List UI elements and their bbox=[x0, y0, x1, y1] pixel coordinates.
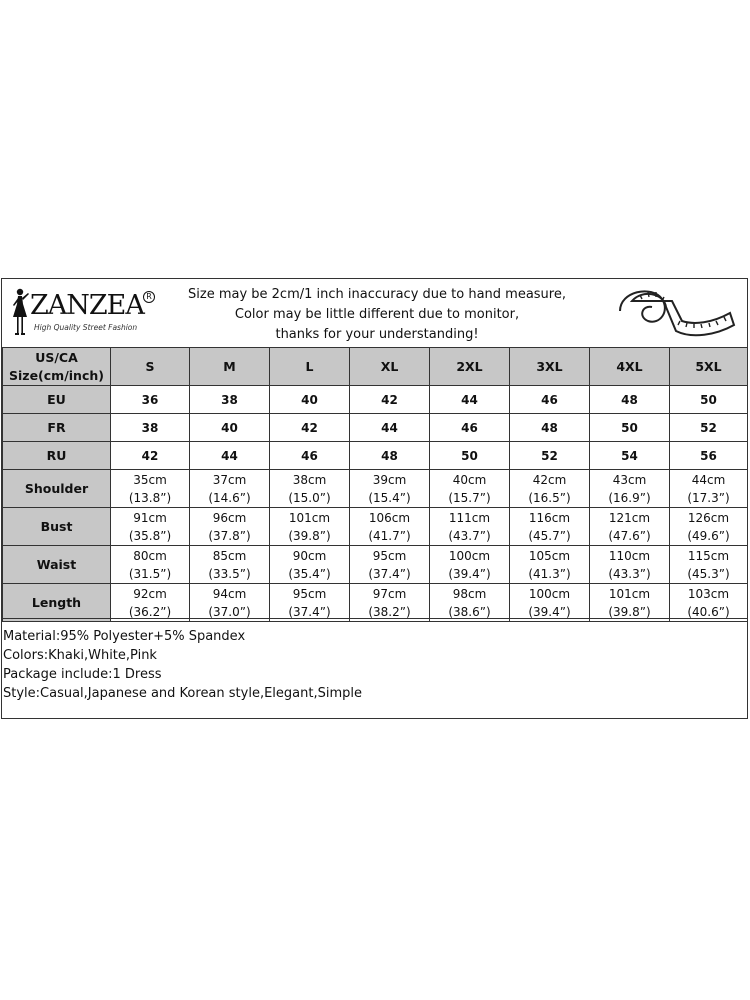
colors-text: Colors:Khaki,White,Pink bbox=[3, 648, 157, 663]
table-cell: 50 bbox=[590, 414, 670, 442]
cm-value: 92cm bbox=[133, 586, 167, 601]
inch-value: (15.4”) bbox=[368, 490, 411, 505]
inch-value: (35.8”) bbox=[128, 528, 172, 543]
cm-value: 116cm bbox=[528, 510, 571, 525]
inch-value: (31.5”) bbox=[128, 566, 172, 581]
table-header-row bbox=[3, 348, 748, 386]
brand-tagline: High Quality Street Fashion bbox=[34, 323, 138, 332]
cm-value: 115cm bbox=[687, 548, 730, 563]
row-label: EU bbox=[3, 386, 111, 414]
table-row bbox=[3, 386, 748, 414]
inch-value: (38.6”) bbox=[448, 604, 491, 619]
table-cell: 50 bbox=[430, 442, 510, 470]
cm-value: 100cm bbox=[448, 548, 491, 563]
inch-value: (45.7”) bbox=[528, 528, 571, 543]
table-cell: 54 bbox=[590, 442, 670, 470]
cm-value: 90cm bbox=[292, 548, 327, 563]
table-cell bbox=[430, 546, 510, 584]
inch-value: (38.2”) bbox=[368, 604, 411, 619]
table-cell bbox=[111, 584, 190, 622]
table-cell bbox=[350, 508, 430, 546]
row-label: Shoulder bbox=[3, 470, 111, 508]
inch-value: (16.9”) bbox=[608, 490, 651, 505]
table-cell bbox=[590, 508, 670, 546]
package-text: Package include:1 Dress bbox=[3, 667, 162, 682]
notice-line: Size may be 2cm/1 inch inaccuracy due to hand measure, bbox=[188, 287, 566, 302]
table-cell bbox=[190, 584, 270, 622]
table-cell: 40 bbox=[270, 386, 350, 414]
cm-value: 126cm bbox=[687, 510, 730, 525]
size-header-cell: L bbox=[270, 348, 350, 386]
cm-value: 121cm bbox=[608, 510, 651, 525]
registered-mark: R bbox=[143, 291, 155, 303]
cm-value: 42cm bbox=[532, 472, 567, 487]
inch-value: (37.4”) bbox=[368, 566, 411, 581]
inch-value: (41.3”) bbox=[528, 566, 571, 581]
notice-line: Color may be little different due to monitor, bbox=[234, 307, 520, 322]
table-cell bbox=[270, 508, 350, 546]
inch-value: (39.8”) bbox=[288, 528, 331, 543]
size-header-cell: 4XL bbox=[590, 348, 670, 386]
table-cell bbox=[670, 584, 748, 622]
table-row bbox=[3, 414, 748, 442]
inch-value: (37.4”) bbox=[288, 604, 331, 619]
cm-value: 106cm bbox=[368, 510, 411, 525]
table-cell bbox=[111, 546, 190, 584]
cm-value: 101cm bbox=[608, 586, 651, 601]
table-row bbox=[3, 508, 748, 546]
table-cell: 48 bbox=[350, 442, 430, 470]
table-cell: 46 bbox=[510, 386, 590, 414]
measure-notice bbox=[152, 285, 602, 345]
table-cell bbox=[590, 470, 670, 508]
table-cell: 48 bbox=[590, 386, 670, 414]
divider bbox=[2, 618, 747, 619]
table-cell bbox=[190, 546, 270, 584]
size-header-cell: XL bbox=[350, 348, 430, 386]
size-header-cell: 5XL bbox=[670, 348, 748, 386]
inch-value: (39.4”) bbox=[528, 604, 571, 619]
material-text: Material:95% Polyester+5% Spandex bbox=[3, 629, 246, 644]
table-cell bbox=[270, 546, 350, 584]
table-cell: 46 bbox=[430, 414, 510, 442]
table-cell bbox=[350, 584, 430, 622]
table-row bbox=[3, 546, 748, 584]
cm-value: 40cm bbox=[452, 472, 487, 487]
cm-value: 103cm bbox=[687, 586, 730, 601]
table-cell bbox=[590, 584, 670, 622]
cm-value: 91cm bbox=[133, 510, 167, 525]
size-label-header bbox=[3, 348, 111, 386]
size-table bbox=[2, 347, 748, 622]
table-cell bbox=[670, 508, 748, 546]
table-cell bbox=[510, 508, 590, 546]
inch-value: (39.4”) bbox=[448, 566, 491, 581]
inch-value: (37.8”) bbox=[208, 528, 251, 543]
inch-value: (36.2”) bbox=[128, 604, 172, 619]
table-cell: 44 bbox=[430, 386, 510, 414]
inch-value: (47.6”) bbox=[608, 528, 651, 543]
inch-value: (14.6”) bbox=[208, 490, 251, 505]
inch-value: (16.5”) bbox=[528, 490, 571, 505]
table-row bbox=[3, 584, 748, 622]
size-header-cell: 2XL bbox=[430, 348, 510, 386]
cm-value: 101cm bbox=[288, 510, 331, 525]
table-cell: 42 bbox=[111, 442, 190, 470]
size-chart bbox=[1, 278, 748, 719]
cm-value: 95cm bbox=[372, 548, 407, 563]
cm-value: 110cm bbox=[608, 548, 651, 563]
cm-value: 111cm bbox=[448, 510, 491, 525]
inch-value: (45.3”) bbox=[687, 566, 730, 581]
table-cell bbox=[430, 470, 510, 508]
row-label: RU bbox=[3, 442, 111, 470]
cm-value: 94cm bbox=[212, 586, 247, 601]
table-cell bbox=[190, 470, 270, 508]
size-label-line: US/CA bbox=[35, 349, 78, 365]
inch-value: (49.6”) bbox=[687, 528, 730, 543]
inch-value: (39.8”) bbox=[608, 604, 651, 619]
cm-value: 96cm bbox=[212, 510, 247, 525]
brand-name: ZANZEA bbox=[30, 290, 144, 321]
table-cell bbox=[350, 546, 430, 584]
woman-silhouette-icon bbox=[8, 287, 32, 337]
inch-value: (40.6”) bbox=[687, 604, 730, 619]
inch-value: (43.7”) bbox=[448, 528, 491, 543]
cm-value: 44cm bbox=[691, 472, 726, 487]
table-cell: 44 bbox=[350, 414, 430, 442]
table-cell: 38 bbox=[190, 386, 270, 414]
table-cell bbox=[510, 546, 590, 584]
inch-value: (15.7”) bbox=[448, 490, 491, 505]
table-row bbox=[3, 470, 748, 508]
table-row bbox=[3, 442, 748, 470]
inch-value: (15.0”) bbox=[288, 490, 331, 505]
table-cell bbox=[111, 470, 190, 508]
table-cell bbox=[670, 470, 748, 508]
table-cell bbox=[270, 470, 350, 508]
table-cell: 52 bbox=[510, 442, 590, 470]
table-cell: 46 bbox=[270, 442, 350, 470]
style-text: Style:Casual,Japanese and Korean style,Elegant,Simple bbox=[3, 686, 362, 701]
row-label: Length bbox=[3, 584, 111, 622]
table-cell bbox=[350, 470, 430, 508]
table-cell: 44 bbox=[190, 442, 270, 470]
table-cell bbox=[190, 508, 270, 546]
table-cell bbox=[270, 584, 350, 622]
cm-value: 43cm bbox=[612, 472, 647, 487]
size-header-cell: 3XL bbox=[510, 348, 590, 386]
cm-value: 85cm bbox=[212, 548, 247, 563]
table-cell bbox=[590, 546, 670, 584]
table-cell: 42 bbox=[270, 414, 350, 442]
cm-value: 35cm bbox=[133, 472, 167, 487]
inch-value: (41.7”) bbox=[368, 528, 411, 543]
inch-value: (33.5”) bbox=[208, 566, 251, 581]
cm-value: 80cm bbox=[133, 548, 167, 563]
cm-value: 97cm bbox=[372, 586, 407, 601]
cm-value: 105cm bbox=[528, 548, 571, 563]
table-cell: 50 bbox=[670, 386, 748, 414]
size-label-line: Size(cm/inch) bbox=[9, 367, 104, 383]
product-info bbox=[2, 627, 747, 703]
notice-line: thanks for your understanding! bbox=[275, 327, 479, 342]
measuring-tape-icon bbox=[612, 281, 740, 345]
table-cell: 56 bbox=[670, 442, 748, 470]
table-cell: 48 bbox=[510, 414, 590, 442]
table-cell bbox=[430, 584, 510, 622]
cm-value: 100cm bbox=[528, 586, 571, 601]
inch-value: (43.3”) bbox=[608, 566, 651, 581]
table-cell: 40 bbox=[190, 414, 270, 442]
table-cell: 52 bbox=[670, 414, 748, 442]
table-cell: 42 bbox=[350, 386, 430, 414]
inch-value: (13.8”) bbox=[128, 490, 172, 505]
table-cell bbox=[111, 508, 190, 546]
chart-header bbox=[2, 279, 747, 347]
cm-value: 39cm bbox=[372, 472, 407, 487]
table-cell bbox=[510, 584, 590, 622]
inch-value: (17.3”) bbox=[687, 490, 730, 505]
row-label: FR bbox=[3, 414, 111, 442]
inch-value: (35.4”) bbox=[288, 566, 331, 581]
table-cell bbox=[670, 546, 748, 584]
row-label: Waist bbox=[3, 546, 111, 584]
table-cell bbox=[510, 470, 590, 508]
cm-value: 38cm bbox=[292, 472, 327, 487]
size-header-cell: S bbox=[111, 348, 190, 386]
table-cell bbox=[430, 508, 510, 546]
size-header-cell: M bbox=[190, 348, 270, 386]
cm-value: 98cm bbox=[452, 586, 487, 601]
inch-value: (37.0”) bbox=[208, 604, 251, 619]
cm-value: 37cm bbox=[212, 472, 247, 487]
table-cell: 36 bbox=[111, 386, 190, 414]
table-cell: 38 bbox=[111, 414, 190, 442]
cm-value: 95cm bbox=[292, 586, 327, 601]
row-label: Bust bbox=[3, 508, 111, 546]
brand-logo bbox=[6, 285, 156, 341]
